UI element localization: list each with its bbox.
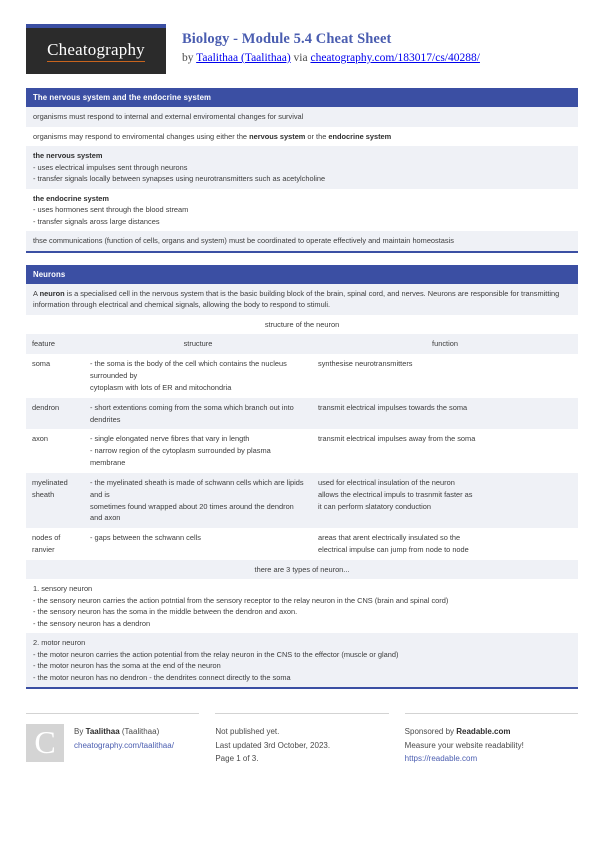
row-line-heading: the endocrine system bbox=[33, 193, 109, 203]
sponsor-tagline: Measure your website readability! bbox=[404, 740, 524, 750]
cell-line: sometimes found wrapped about 20 times around the dendron and axon bbox=[90, 501, 294, 523]
table-row bbox=[26, 398, 578, 430]
cell-feature: soma bbox=[26, 354, 84, 398]
cell-line: transmit electrical impulses away from the soma bbox=[318, 434, 476, 444]
cell-structure bbox=[84, 473, 312, 528]
term-neuron: neuron bbox=[39, 288, 65, 298]
cell-structure bbox=[84, 354, 312, 398]
section-title: Neurons bbox=[26, 265, 578, 284]
cell-line: - narrow region of the cytoplasm surrounded by plasma membrane bbox=[90, 446, 271, 468]
content-area bbox=[0, 74, 600, 689]
neuron-structure-table bbox=[26, 334, 578, 560]
row-line: - transfer signals aross large distances bbox=[33, 216, 160, 226]
column-header-structure: structure bbox=[84, 334, 312, 354]
sponsor-name: Readable.com bbox=[456, 727, 511, 737]
table-row bbox=[26, 528, 578, 560]
intro-text: A neuron is a specialised cell in the nervous system that is the basic building block of the brain, spinal cord, and nerves. Neurons are responsible for transmitting information through electrical and chemical signals, allowing the body to respond to stimuli. bbox=[33, 288, 560, 310]
section-nervous-endocrine bbox=[26, 88, 578, 253]
cell-line: synthesise neurotransmitters bbox=[318, 359, 413, 369]
type-line: - the sensory neuron carries the action potntial from the sensory receptor to the relay neuron in the CNS (brain and spinal cord) bbox=[33, 595, 449, 605]
author-name: Taalithaa bbox=[85, 727, 120, 737]
type-line: 1. sensory neuron bbox=[33, 584, 93, 594]
last-updated: Last updated 3rd October, 2023. bbox=[215, 740, 331, 750]
column-header-function: function bbox=[312, 334, 578, 354]
section-row bbox=[26, 107, 578, 126]
row-line-rich: organisms may respond to enviromental changes using either the nervous system or the endocrine system bbox=[33, 131, 392, 141]
page-number: Page 1 of 3. bbox=[215, 754, 259, 764]
table-row bbox=[26, 473, 578, 528]
footer-publish-column bbox=[215, 713, 388, 766]
cell-line: cytoplasm with lots of ER and mitochondria bbox=[90, 382, 232, 392]
cell-line: used for electrical insulation of the neuron bbox=[318, 477, 455, 487]
sponsor-info bbox=[405, 724, 524, 766]
author-line bbox=[74, 725, 174, 739]
cell-line: - the myelinated sheath is made of schwann cells which are lipids and is bbox=[90, 477, 304, 499]
cell-function bbox=[312, 354, 578, 398]
cell-line: areas that arent electrically insulated so the bbox=[318, 533, 461, 543]
cell-function bbox=[312, 473, 578, 528]
cell-line: - the soma is the body of the cell which contains the nucleus surrounded by bbox=[90, 359, 287, 380]
type-line: - the sensory neuron has a dendron bbox=[33, 618, 151, 628]
neurons-intro bbox=[26, 284, 578, 315]
byline-via: via bbox=[290, 51, 311, 64]
publish-status: Not published yet. bbox=[215, 727, 280, 737]
cell-feature: dendron bbox=[26, 398, 84, 430]
cell-line: transmit electrical impulses towards the soma bbox=[318, 402, 468, 412]
row-line: - transfer signals locally between synapses using neurotransmitters such as acetylcholine bbox=[33, 174, 326, 184]
row-line: - uses hormones sent through the blood stream bbox=[33, 205, 189, 215]
cell-line: - short extentions coming from the soma which branch out into dendrites bbox=[90, 402, 294, 424]
row-line-heading: the nervous system bbox=[33, 151, 103, 161]
row-line: - uses electrical impulses sent through neurons bbox=[33, 162, 188, 172]
publish-info bbox=[215, 724, 330, 766]
byline bbox=[182, 51, 480, 67]
sponsor-link[interactable]: https://readable.com bbox=[404, 754, 478, 764]
type-line: - the motor neuron carries the action potential from the relay neuron in the CNS to the effector (muscle or gland) bbox=[33, 649, 399, 659]
table-row bbox=[26, 354, 578, 398]
sponsor-prefix: Sponsored by bbox=[404, 727, 457, 737]
type-line: 2. motor neuron bbox=[33, 638, 86, 648]
sponsor-link-line bbox=[405, 752, 524, 766]
cell-structure bbox=[84, 398, 312, 430]
section-row bbox=[26, 146, 578, 188]
author-avatar: C bbox=[26, 724, 64, 762]
footer-sponsor-column bbox=[405, 713, 578, 766]
cell-line: electrical impulse can jump from node to node bbox=[318, 545, 469, 555]
author-link[interactable]: Taalithaa (Taalithaa) bbox=[196, 51, 291, 64]
type-line: - the motor neuron has the soma at the end of the neuron bbox=[33, 661, 221, 671]
section-row bbox=[26, 189, 578, 231]
page-footer bbox=[0, 701, 600, 766]
cell-structure bbox=[84, 429, 312, 473]
author-prefix: By bbox=[74, 727, 86, 737]
cell-line: - gaps between the schwann cells bbox=[90, 533, 201, 543]
source-url-link[interactable]: cheatography.com/183017/cs/40288/ bbox=[310, 51, 480, 64]
title-block bbox=[182, 24, 480, 66]
cell-feature: nodes of ranvier bbox=[26, 528, 84, 560]
byline-prefix: by bbox=[182, 51, 197, 64]
table-caption-text: structure of the neuron bbox=[264, 319, 340, 329]
sponsor-line bbox=[405, 725, 524, 739]
type-line: - the sensory neuron has the soma in the middle between the dendron and axon. bbox=[33, 607, 298, 617]
section-row bbox=[26, 231, 578, 250]
cell-feature: axon bbox=[26, 429, 84, 473]
section-row bbox=[26, 127, 578, 146]
cell-line: it can perform slatatory conduction bbox=[318, 501, 431, 511]
author-profile-link[interactable]: cheatography.com/taalithaa/ bbox=[74, 740, 174, 750]
table-caption bbox=[26, 315, 578, 334]
footer-author-column bbox=[26, 713, 199, 766]
table-row bbox=[26, 429, 578, 473]
cell-function bbox=[312, 528, 578, 560]
page-header bbox=[0, 0, 600, 74]
row-line: organisms must respond to internal and external enviromental changes for survival bbox=[33, 112, 304, 122]
table-header-row bbox=[26, 334, 578, 354]
types-caption bbox=[26, 560, 578, 579]
type-line: - the motor neuron has no dendron - the dendrites connect directly to the soma bbox=[33, 672, 291, 682]
neuron-type-block bbox=[26, 633, 578, 687]
cheatography-logo[interactable] bbox=[26, 24, 166, 74]
author-info bbox=[74, 724, 174, 766]
cell-function bbox=[312, 398, 578, 430]
cell-feature: myelinated sheath bbox=[26, 473, 84, 528]
cell-structure bbox=[84, 528, 312, 560]
author-profile-line bbox=[74, 739, 174, 753]
cell-function bbox=[312, 429, 578, 473]
author-handle: (Taalithaa) bbox=[119, 727, 160, 737]
cell-line: - single elongated nerve fibres that vary in length bbox=[90, 434, 250, 444]
section-title: The nervous system and the endocrine system bbox=[26, 88, 578, 107]
term-endocrine-system: endocrine system bbox=[328, 131, 392, 141]
neuron-type-block bbox=[26, 579, 578, 633]
cell-line: allows the electrical impuls to trasnmit faster as bbox=[318, 489, 473, 499]
column-header-feature: feature bbox=[26, 334, 84, 354]
logo-wordmark: Cheatography bbox=[47, 40, 145, 62]
section-neurons bbox=[26, 265, 578, 690]
term-nervous-system: nervous system bbox=[249, 131, 306, 141]
types-caption-text: there are 3 types of neuron... bbox=[254, 564, 350, 574]
page-title: Biology - Module 5.4 Cheat Sheet bbox=[182, 31, 392, 47]
row-line: thse communications (function of cells, organs and system) must be coordinated to operate effectively and maintain homeostasis bbox=[33, 236, 454, 246]
